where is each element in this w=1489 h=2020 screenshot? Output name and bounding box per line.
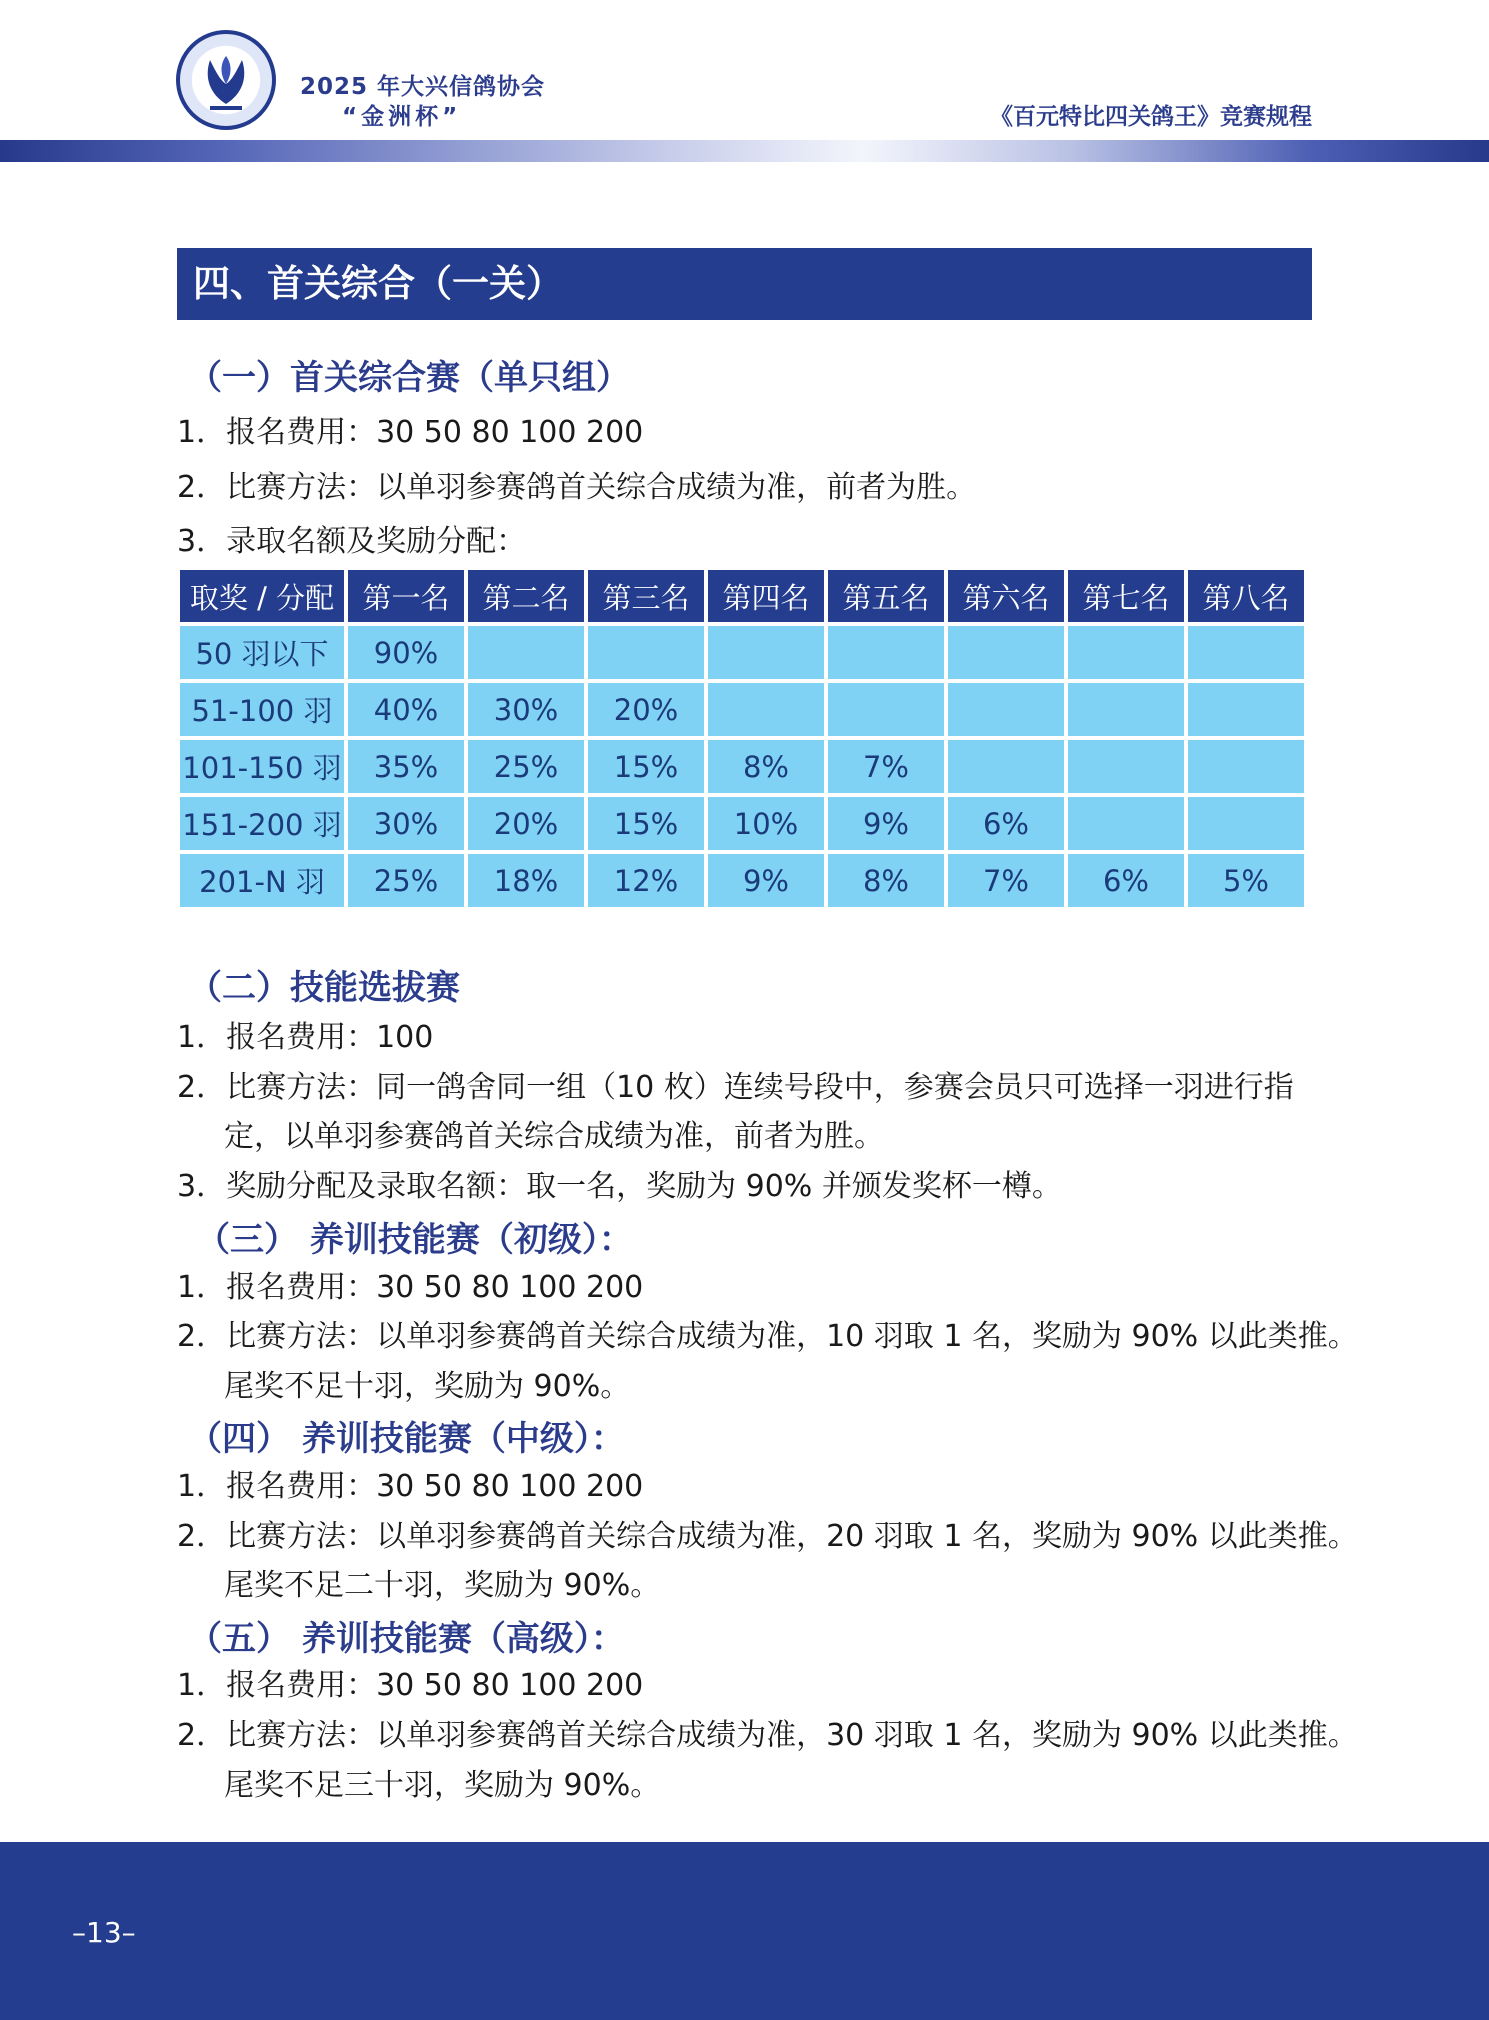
table-cell: 25% [468,740,584,793]
table-cell [1188,797,1304,850]
table-cell: 9% [828,797,944,850]
table-cell: 6% [948,797,1064,850]
table-cell: 30% [468,683,584,736]
header-gradient-band [0,140,1489,162]
part3-item-method-cont: 尾奖不足十羽，奖励为 90%。 [224,1369,631,1404]
footer-band [0,1842,1489,2020]
table-cell: 7% [948,854,1064,907]
page-number: –13– [72,1916,136,1949]
part2-item-method: 2．比赛方法：同一鸽舍同一组（10 枚）连续号段中，参赛会员只可选择一羽进行指 [177,1070,1294,1105]
table-header-cell: 第五名 [828,570,944,622]
part2-heading: （二）技能选拔赛 [188,968,460,1008]
table-header-cell: 第七名 [1068,570,1184,622]
table-header-cell: 第八名 [1188,570,1304,622]
table-cell: 20% [588,683,704,736]
table-header-cell: 第三名 [588,570,704,622]
table-cell: 201-N 羽 [180,854,344,907]
table-cell: 9% [708,854,824,907]
section-title: 四、首关综合（一关） [177,248,1312,320]
part1-item-awards: 3．录取名额及奖励分配： [177,524,527,559]
table-cell: 8% [708,740,824,793]
document-title: 《百元特比四关鸽王》竞赛规程 [990,104,1312,130]
table-cell [828,683,944,736]
table-cell [948,740,1064,793]
table-cell: 18% [468,854,584,907]
table-cell: 15% [588,797,704,850]
table-cell [468,626,584,679]
table-cell: 40% [348,683,464,736]
table-header-cell: 第四名 [708,570,824,622]
organization-title: 2025 年大兴信鸽协会 [300,74,546,100]
part5-heading: （五） 养训技能赛（高级）： [188,1619,625,1659]
part4-item-method: 2．比赛方法：以单羽参赛鸽首关综合成绩为准，20 羽取 1 名，奖励为 90% 以此类推。 [177,1519,1358,1554]
table-row [180,626,1304,679]
part2-item-fee: 1．报名费用：100 [177,1020,434,1055]
table-cell: 15% [588,740,704,793]
part2-item-method-cont: 定，以单羽参赛鸽首关综合成绩为准，前者为胜。 [224,1119,884,1154]
table-header-row [180,570,1304,622]
part4-item-method-cont: 尾奖不足二十羽，奖励为 90%。 [224,1568,661,1603]
table-cell [1068,797,1184,850]
association-logo [176,30,276,130]
table-cell [1188,683,1304,736]
cup-title: “金洲杯” [342,104,462,130]
part2-item-awards: 3．奖励分配及录取名额：取一名，奖励为 90% 并颁发奖杯一樽。 [177,1169,1062,1204]
table-cell: 5% [1188,854,1304,907]
part1-item-fee: 1．报名费用：30 50 80 100 200 [177,415,644,450]
table-header-cell: 取奖 / 分配 [180,570,344,622]
table-cell: 51-100 羽 [180,683,344,736]
part3-item-fee: 1．报名费用：30 50 80 100 200 [177,1270,644,1305]
table-cell: 101-150 羽 [180,740,344,793]
table-cell [708,683,824,736]
table-row [180,797,1304,850]
table-cell: 90% [348,626,464,679]
part5-item-fee: 1．报名费用：30 50 80 100 200 [177,1668,644,1703]
part3-item-method: 2．比赛方法：以单羽参赛鸽首关综合成绩为准，10 羽取 1 名，奖励为 90% 以此类推。 [177,1319,1358,1354]
table-cell: 10% [708,797,824,850]
table-cell: 35% [348,740,464,793]
table-row [180,683,1304,736]
table-header-cell: 第一名 [348,570,464,622]
table-cell: 12% [588,854,704,907]
table-cell [708,626,824,679]
pigeon-emblem-icon [180,34,272,126]
table-cell: 20% [468,797,584,850]
table-header-cell: 第六名 [948,570,1064,622]
table-cell: 30% [348,797,464,850]
table-cell: 6% [1068,854,1184,907]
table-header-cell: 第二名 [468,570,584,622]
table-cell: 50 羽以下 [180,626,344,679]
part3-heading: （三） 养训技能赛（初级）： [196,1220,633,1260]
part5-item-method-cont: 尾奖不足三十羽，奖励为 90%。 [224,1768,661,1803]
award-distribution-table [176,566,1308,911]
table-cell: 25% [348,854,464,907]
part4-heading: （四） 养训技能赛（中级）： [188,1419,625,1459]
table-cell: 7% [828,740,944,793]
table-cell: 8% [828,854,944,907]
table-cell [828,626,944,679]
table-cell [1188,626,1304,679]
table-cell [1068,683,1184,736]
table-cell [948,626,1064,679]
part4-item-fee: 1．报名费用：30 50 80 100 200 [177,1469,644,1504]
table-cell [1068,626,1184,679]
part1-item-method: 2．比赛方法：以单羽参赛鸽首关综合成绩为准，前者为胜。 [177,470,977,505]
table-row [180,740,1304,793]
table-cell: 151-200 羽 [180,797,344,850]
part1-heading: （一）首关综合赛（单只组） [188,358,630,398]
table-row [180,854,1304,907]
part5-item-method: 2．比赛方法：以单羽参赛鸽首关综合成绩为准，30 羽取 1 名，奖励为 90% 以此类推。 [177,1718,1358,1753]
table-cell [948,683,1064,736]
table-cell [1188,740,1304,793]
table-cell [1068,740,1184,793]
table-cell [588,626,704,679]
